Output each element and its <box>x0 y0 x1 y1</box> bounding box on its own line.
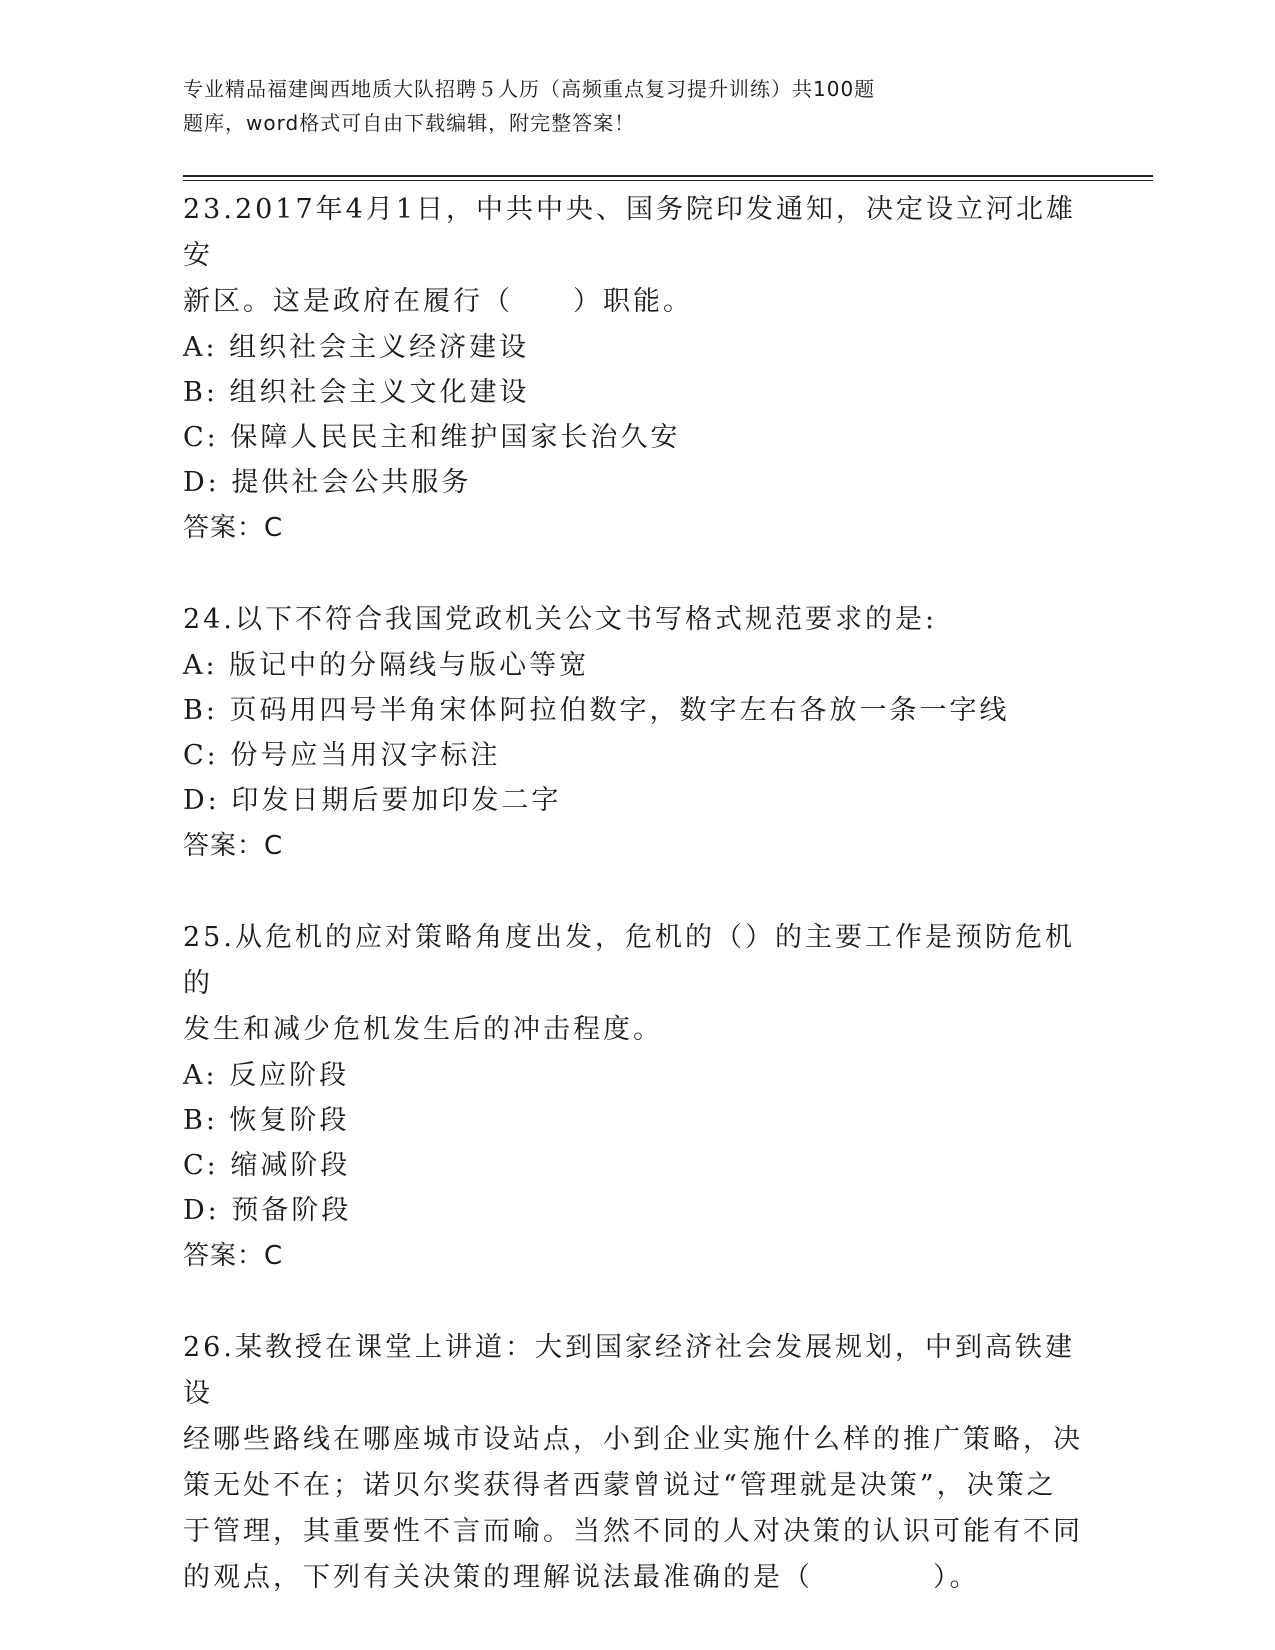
question-stem-line: 25.从危机的应对策略角度出发，危机的（）的主要工作是预防危机的 <box>183 922 1075 999</box>
option-d: D: 印发日期后要加印发二字 <box>183 785 562 816</box>
header-divider <box>183 175 1153 181</box>
question-26 <box>183 1325 1083 1601</box>
option-a: A: 反应阶段 <box>183 1060 350 1091</box>
answer-label: 答案： <box>183 513 265 543</box>
header-title-line-1: 专业精品福建闽西地质大队招聘５人历（高频重点复习提升训练）共100题 <box>183 77 876 101</box>
question-stem-line: 经哪些路线在哪座城市设站点，小到企业实施什么样的推广策略，决 <box>183 1424 1083 1455</box>
question-stem-line: 策无处不在；诺贝尔奖获得者西蒙曾说过“管理就是决策”，决策之 <box>183 1470 1057 1501</box>
question-23 <box>183 187 1083 551</box>
question-stem-line: 发生和减少危机发生后的冲击程度。 <box>183 1014 663 1045</box>
header-title-line-2: 题库，word格式可自由下载编辑，附完整答案！ <box>183 111 636 135</box>
answer-value: C <box>264 1241 284 1271</box>
question-25 <box>183 915 1083 1279</box>
answer-value: C <box>264 831 284 861</box>
answer-line <box>183 1233 1083 1279</box>
question-24 <box>183 597 1083 869</box>
option-c: C: 份号应当用汉字标注 <box>183 740 501 771</box>
answer-value: C <box>264 513 284 543</box>
option-d: D: 提供社会公共服务 <box>183 467 472 498</box>
answer-line <box>183 823 1083 869</box>
question-stem-line: 于管理，其重要性不言而喻。当然不同的人对决策的认识可能有不同 <box>183 1516 1083 1547</box>
answer-label: 答案： <box>183 1241 265 1271</box>
option-d: D: 预备阶段 <box>183 1195 352 1226</box>
question-stem-line: 23.2017年4月1日，中共中央、国务院印发通知，决定设立河北雄安 <box>183 194 1077 271</box>
document-header <box>183 72 1003 140</box>
question-list <box>183 187 1083 1647</box>
option-a: A: 组织社会主义经济建设 <box>183 332 530 363</box>
option-b: B: 组织社会主义文化建设 <box>183 377 530 408</box>
option-b: B: 恢复阶段 <box>183 1105 350 1136</box>
question-stem-line: 24.以下不符合我国党政机关公文书写格式规范要求的是: <box>183 604 938 635</box>
question-stem-line: 的观点，下列有关决策的理解说法最准确的是（ ）。 <box>183 1562 980 1593</box>
answer-line <box>183 505 1083 551</box>
option-c: C: 缩减阶段 <box>183 1150 351 1181</box>
question-stem-line: 26.某教授在课堂上讲道：大到国家经济社会发展规划，中到高铁建设 <box>183 1332 1075 1409</box>
question-stem-line: 新区。这是政府在履行（ ）职能。 <box>183 286 693 317</box>
option-b: B: 页码用四号半角宋体阿拉伯数字，数字左右各放一条一字线 <box>183 695 1010 726</box>
answer-label: 答案： <box>183 831 265 861</box>
option-c: C: 保障人民民主和维护国家长治久安 <box>183 422 681 453</box>
option-a: A: 版记中的分隔线与版心等宽 <box>183 650 590 681</box>
